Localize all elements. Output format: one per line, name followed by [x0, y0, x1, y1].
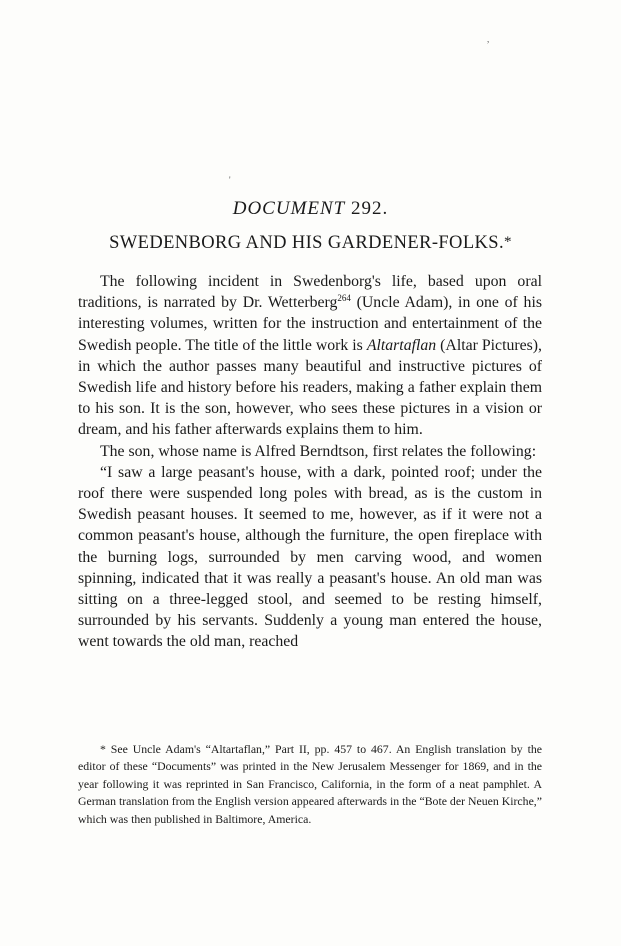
- document-heading: [0, 198, 621, 220]
- scan-speck: ': [229, 175, 231, 185]
- title-footnote-marker: *: [504, 234, 512, 250]
- paragraph-1-text-a: The following incident in Swedenborg's life, based upon oral traditions, is narrated by Dr. Wetterberg: [78, 273, 542, 312]
- footnote: [78, 741, 542, 828]
- page-title: [0, 233, 621, 254]
- paragraph-1-text-c: (Altar Pictures), in which the author passes many beautiful and instructive pictures of Swedish life and history before his readers, making a father explain them to his son. It is the son, however, who sees these pictures in a vision or dream, and his father afterwards explains them to him.: [78, 336, 542, 439]
- page-title-text: SWEDENBORG AND HIS GARDENER-FOLKS.: [109, 233, 504, 253]
- paragraph-1-text-b: (Uncle Adam), in one of his interesting volumes, written for the instruction and entertainment of the Swedish people. The title of the little work is: [78, 294, 542, 354]
- footnote-text: * See Uncle Adam's “Altartaflan,” Part II, pp. 457 to 467. An English translation by the editor of these “Documents” was printed in the New Jerusalem Messenger for 1869, and in the year following it was reprinted in San Francisco, California, in the form of a neat pamphlet. A German translation from the English version appeared afterwards in the “Bote der Neuen Kirche,” which was then published in Baltimore, America.: [78, 742, 542, 826]
- document-heading-label: DOCUMENT: [232, 198, 346, 219]
- paragraph-1: [78, 271, 542, 441]
- paragraph-3: “I saw a large peasant's house, with a dark, pointed roof; under the roof there were suspended long poles with bread, as is the custom in Swedish peasant houses. It seemed to me, however, as if it were not a common peasant's house, although the furniture, the open fireplace with the burning logs, surrounded by men carving wood, and women spinning, indicated that it was really a peasant's house. An old man was sitting on a three-legged stool, and seemed to be resting himself, surrounded by his servants. Suddenly a young man entered the house, went towards the old man, reached: [78, 463, 542, 651]
- document-heading-number: 292.: [351, 198, 389, 219]
- scan-speck: ,: [487, 34, 490, 44]
- book-title-italic: Altartaflan: [366, 336, 437, 354]
- body-text: [78, 271, 542, 653]
- paragraph-2: The son, whose name is Alfred Berndtson, first relates the following:: [100, 442, 537, 460]
- reference-number: 264: [337, 293, 351, 304]
